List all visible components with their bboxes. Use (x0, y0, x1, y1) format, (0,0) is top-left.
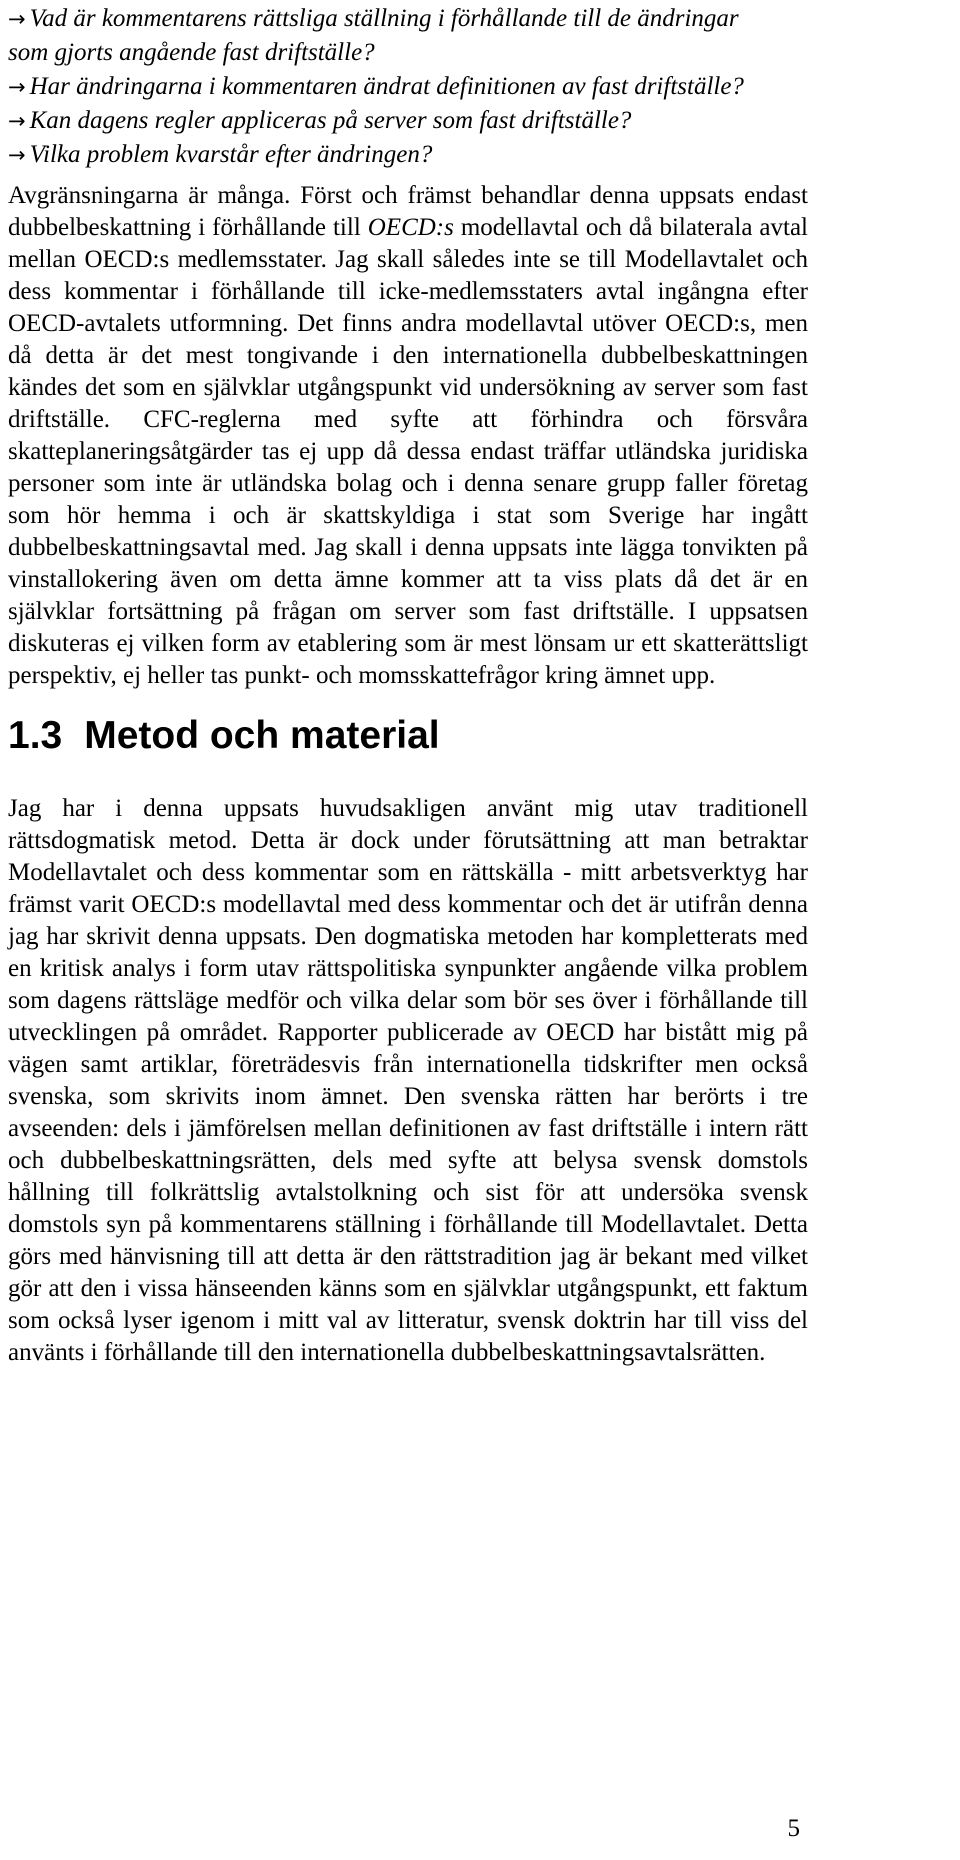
section-number: 1.3 (8, 714, 63, 757)
page-number: 5 (787, 1815, 800, 1842)
question-line: → Kan dagens regler appliceras på server som fast driftställe? (8, 107, 632, 134)
research-questions (8, 2, 808, 172)
section-heading (8, 710, 440, 762)
method-paragraph: Jag har i denna uppsats huvudsakligen använt mig utav traditionell rättsdogmatisk metod. Detta är dock under förutsättning att man betraktar Modellavtalet och dess kommentar som en rättskälla - mitt arbetsverktyg har främst varit OECD:s modellavtal med dess kommentar och det är utifrån denna jag har skrivit denna uppsats. Den dogmatiska metoden har kompletterats med en kritisk analys i form utav rättspolitiska synpunkter angående vilka problem som dagens rättsläge medför och vilka delar som bör ses över i förhållande till utvecklingen på området. Rapporter publicerade av OECD har bistått mig på vägen samt artiklar, företrädesvis från internationella tidskrifter men också svenska, som skrivits inom ämnet. Den svenska rätten har berörts i tre avseenden: dels i jämförelsen mellan definitionen av fast driftställe i intern rätt och dubbelbeskattningsrätten, dels med syfte att belysa svensk domstols hållning till folkrättslig avtalstolkning och sist för att undersöka svensk domstols syn på kommentarens ställning i förhållande till Modellavtalet. Detta görs med hänvisning till att detta är den rättstradition jag är bekant med vilket gör att den i vissa hänseenden känns som en självklar utgångspunkt, ett faktum som också lyser igenom i mitt val av litteratur, svensk doktrin har till viss del använts i förhållande till den internationella dubbelbeskattningsavtalsrätten. (8, 795, 808, 1366)
arrow-icon: → (8, 143, 26, 167)
section-title: Metod och material (84, 714, 440, 757)
question-line: → Vad är kommentarens rättsliga ställning i förhållande till de ändringar (8, 5, 739, 32)
question-line: → Vilka problem kvarstår efter ändringen? (8, 141, 433, 168)
arrow-icon: → (8, 7, 26, 31)
italic-oecd: OECD:s (367, 214, 454, 241)
delimitations-paragraph: Avgränsningarna är många. Först och främst behandlar denna uppsats endast dubbelbeskattning i förhållande till OECD:s modellavtal och då bilaterala avtal mellan OECD:s medlemsstater. Jag skall således inte se till Modellavtalet och dess kommentar i förhållande till icke-medlemsstaters avtal ingångna efter OECD-avtalets utformning. Det finns andra modellavtal utöver OECD:s, men då detta är det mest tongivande i den internationella dubbelbeskattningen kändes det som en självklar utgångspunkt vid undersökning av server som fast driftställe. CFC-reglerna med syfte att förhindra och försvåra skatteplaneringsåtgärder tas ej upp då dessa endast träffar utländska juridiska personer som inte är utländska bolag och i denna senare grupp faller företag som hör hemma i och är skattskyldiga i stat som Sverige har ingått dubbelbeskattningsavtal med. Jag skall i denna uppsats inte lägga tonvikten på vinstallokering även om detta ämne kommer att ta viss plats då det är en självklar fortsättning på frågan om server som fast driftställe. I uppsatsen diskuteras ej vilken form av etablering som är mest lönsam ur ett skatterättsligt perspektiv, ej heller tas punkt- och momsskattefrågor kring ämnet upp. (8, 182, 808, 689)
question-line: som gjorts angående fast driftställe? (8, 39, 375, 66)
arrow-icon: → (8, 75, 26, 99)
arrow-icon: → (8, 109, 26, 133)
question-line: → Har ändringarna i kommentaren ändrat definitionen av fast driftställe? (8, 73, 744, 100)
